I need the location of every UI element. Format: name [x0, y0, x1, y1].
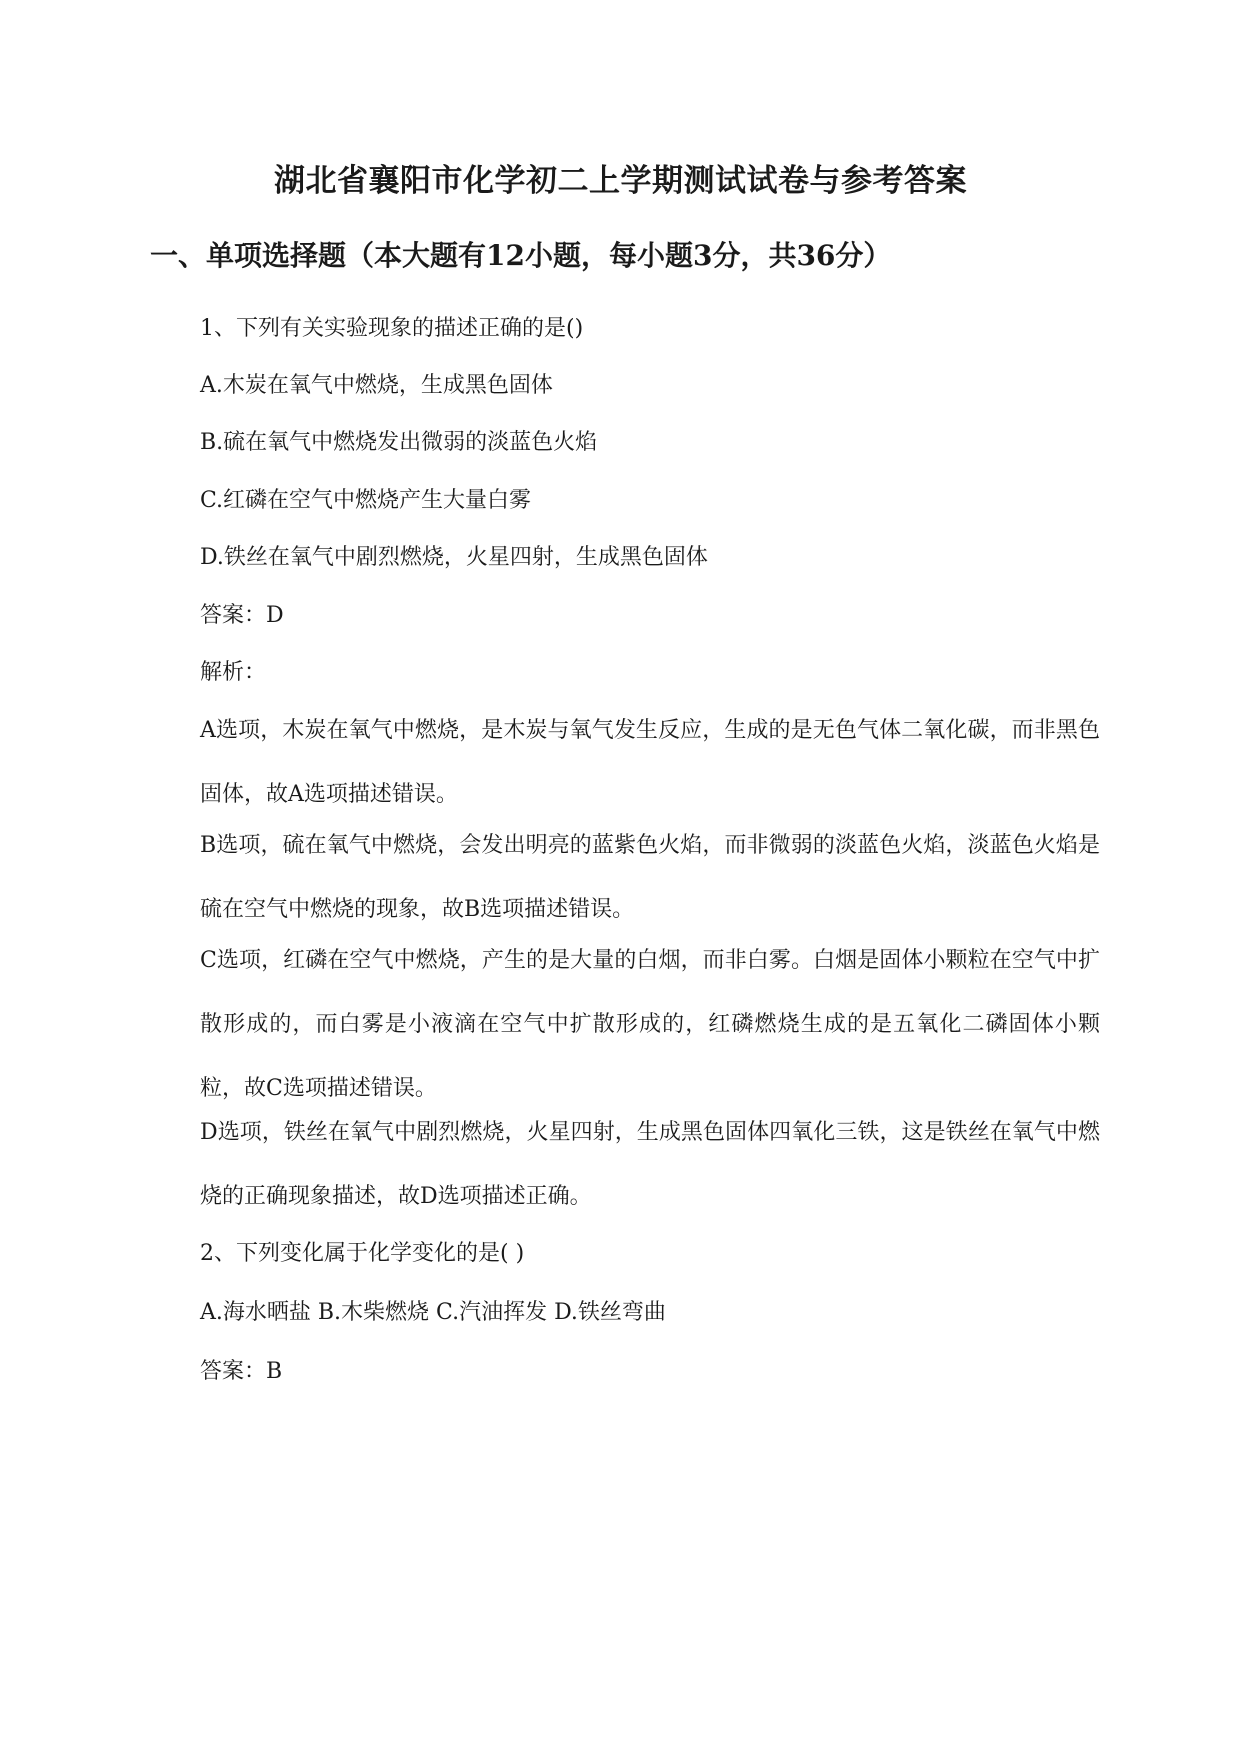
- question-1-analysis-b: B选项，硫在氧气中燃烧，会发出明亮的蓝紫色火焰，而非微弱的淡蓝色火焰，淡蓝色火焰是硫在空气中燃烧的现象，故B选项描述错误。: [200, 833, 1100, 922]
- question-2-answer: 答案：B: [200, 1359, 283, 1384]
- question-1-option-a: A.木炭在氧气中燃烧，生成黑色固体: [200, 373, 553, 398]
- question-1-answer: 答案：D: [200, 603, 284, 628]
- document-title: 湖北省襄阳市化学初二上学期测试试卷与参考答案: [274, 163, 967, 199]
- question-1-analysis-a: A选项，木炭在氧气中燃烧，是木炭与氧气发生反应，生成的是无色气体二氧化碳，而非黑色固体，故A选项描述错误。: [200, 718, 1100, 807]
- question-1-option-b: B.硫在氧气中燃烧发出微弱的淡蓝色火焰: [200, 430, 598, 455]
- question-1-option-d: D.铁丝在氧气中剧烈燃烧，火星四射，生成黑色固体: [200, 545, 708, 570]
- section-heading: 一、单项选择题（本大题有12小题，每小题3分，共36分）: [150, 239, 892, 272]
- question-1-analysis-c: C选项，红磷在空气中燃烧，产生的是大量的白烟，而非白雾。白烟是固体小颗粒在空气中扩散形成的，而白雾是小液滴在空气中扩散形成的，红磷燃烧生成的是五氧化二磷固体小颗粒，故C选项描述错误。: [200, 948, 1100, 1101]
- question-1-analysis-d: D选项，铁丝在氧气中剧烈燃烧，火星四射，生成黑色固体四氧化三铁，这是铁丝在氧气中燃烧的正确现象描述，故D选项描述正确。: [200, 1120, 1100, 1209]
- question-1-stem: 1、下列有关实验现象的描述正确的是(): [200, 316, 584, 341]
- question-1-analysis-label: 解析：: [200, 660, 267, 685]
- question-1-option-c: C.红磷在空气中燃烧产生大量白雾: [200, 488, 532, 513]
- question-2-options: A.海水晒盐 B.木柴燃烧 C.汽油挥发 D.铁丝弯曲: [200, 1300, 666, 1325]
- question-2-stem: 2、下列变化属于化学变化的是( ): [200, 1241, 525, 1266]
